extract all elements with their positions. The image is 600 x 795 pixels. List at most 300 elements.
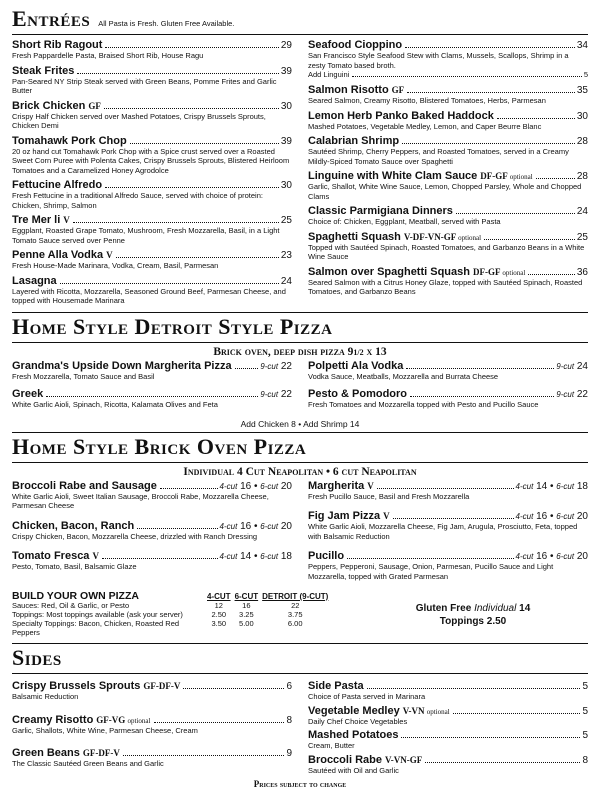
brick-header — [12, 434, 588, 460]
menu-item-tags — [404, 232, 481, 242]
byo-row-value: 3.50 — [211, 619, 227, 628]
cut6-price: 20 — [576, 511, 588, 522]
menu-item-price: 28 — [576, 136, 588, 147]
byo-row-value: 3.75 — [287, 610, 303, 619]
leader-dots — [536, 178, 575, 179]
pizza-item-price — [260, 389, 292, 400]
menu-item-name: Salmon Risotto — [308, 84, 389, 96]
byo-header-4cut: 4-CUT — [207, 592, 231, 601]
leader-dots — [425, 762, 580, 763]
entrees-note: All Pasta is Fresh. Gluten Free Available. — [98, 19, 235, 28]
cut4-label: 4-cut — [515, 481, 534, 491]
menu-item-line — [12, 249, 292, 261]
cut6-label: 6-cut — [260, 552, 279, 561]
menu-item-tag-codes: V — [63, 215, 70, 225]
menu-item-line — [308, 110, 588, 122]
menu-item — [12, 100, 292, 131]
menu-item-addon-price: 5 — [583, 70, 588, 79]
menu-item-line — [12, 65, 292, 77]
cut4-price: 16 — [240, 480, 252, 492]
pizza-item-line — [308, 480, 588, 492]
menu-item — [308, 135, 588, 166]
pizza-item — [12, 550, 292, 572]
menu-item — [12, 249, 292, 271]
brick-top-rule — [12, 432, 588, 433]
leader-dots — [160, 488, 218, 489]
pizza-item-description: White Garlic Aioli, Spinach, Ricotta, Kalamata Olives and Feta — [12, 400, 218, 409]
menu-item-name: Lasagna — [12, 274, 57, 287]
pizza-price-value: 24 — [576, 360, 588, 372]
cut4-label: 4-cut — [219, 481, 238, 491]
detroit-columns — [12, 360, 588, 417]
menu-item-description: Daily Chef Choice Vegetables — [308, 716, 408, 726]
gluten-free-line1 — [358, 602, 588, 615]
menu-item-tag-codes: V-VN — [402, 705, 425, 716]
pizza-item-description: White Garlic Aioli, Sweet Italian Sausage, Broccoli Rabe, Mozzarella Cheese, Parmesan Cheese — [12, 491, 269, 510]
byo-row-value: 5.00 — [239, 619, 254, 628]
menu-item-line — [12, 100, 292, 112]
menu-item-name: Fettucine Alfredo — [12, 179, 103, 191]
menu-item-line — [308, 266, 588, 278]
menu-item-price: 25 — [576, 231, 588, 243]
byo-row-value: 22 — [291, 601, 300, 610]
menu-item-line — [12, 714, 292, 726]
menu-item — [12, 39, 292, 61]
menu-item-tags — [63, 215, 70, 225]
pizza-item — [308, 480, 588, 502]
entrees-right-column — [308, 39, 588, 310]
menu-item-name: Tre Mer li — [12, 214, 61, 226]
menu-item-line — [308, 84, 588, 96]
menu-item-tag-codes: V-VN-GF — [384, 754, 423, 765]
menu-item — [308, 110, 588, 132]
menu-item — [12, 747, 292, 769]
pizza-item-price — [556, 389, 588, 400]
byo-title: BUILD YOUR OWN PIZZA — [12, 590, 139, 602]
menu-item-tags — [473, 267, 525, 277]
leader-dots — [347, 558, 513, 559]
footer-note: Prices subject to change — [253, 779, 347, 789]
menu-item-tags — [403, 706, 450, 716]
menu-item-price: 5 — [582, 705, 588, 717]
menu-item — [308, 705, 588, 727]
leader-dots — [402, 143, 575, 144]
pizza-item-name: Chicken, Bacon, Ranch — [12, 519, 135, 532]
leader-dots — [407, 92, 575, 93]
menu-item — [308, 266, 588, 297]
pizza-item-line — [12, 480, 292, 492]
menu-item — [308, 205, 588, 227]
menu-item-description — [308, 51, 588, 70]
pizza-item-name: Pucillo — [308, 550, 345, 562]
menu-item-description: Fresh House-Made Marinara, Vodka, Cream, Basil, Parmesan — [12, 261, 219, 270]
pizza-item-description: Fresh Tomatoes and Mozzarella topped with Pesto and Pucillo Sauce — [308, 400, 539, 409]
menu-item-price: 25 — [280, 215, 292, 226]
detroit-size-half: 1/2 — [353, 347, 364, 357]
pizza-item-description: Vodka Sauce, Meatballs, Mozzarella and Burrata Cheese — [308, 371, 499, 381]
byo-table — [12, 592, 332, 637]
byo-row-label: Specialty Toppings: Bacon, Chicken, Roasted Red Peppers — [12, 619, 180, 637]
leader-dots — [105, 47, 278, 48]
menu-item-line — [12, 39, 292, 51]
menu-item-price: 9 — [286, 748, 292, 759]
menu-item-description: Pan-Seared NY Strip Steak served with Green Beans, Pomme Frites and Garlic Butter — [12, 76, 277, 95]
menu-item-description: Sautéed with Oil and Garlic — [308, 765, 399, 775]
pizza-item — [12, 388, 292, 410]
sides-right-column — [308, 680, 588, 781]
pizza-item-description: Fresh Mozzarella, Tomato Sauce and Basil — [12, 371, 155, 381]
menu-item-price: 39 — [280, 65, 292, 77]
entrees-header — [12, 6, 588, 32]
leader-dots — [60, 283, 279, 284]
menu-item-price: 30 — [576, 110, 588, 122]
menu-item-line — [12, 680, 292, 692]
pizza-item-name: Polpetti Ala Vodka — [308, 359, 404, 372]
pizza-item-prices: 4-cut 16 • 6-cut 20 — [219, 480, 292, 492]
leader-dots — [116, 257, 279, 258]
menu-item-line — [12, 214, 292, 226]
entrees-title: Entrées — [12, 6, 91, 31]
sides-columns — [12, 680, 588, 781]
menu-item-line — [308, 39, 588, 51]
pizza-item — [308, 360, 588, 382]
menu-item-price: 6 — [286, 681, 292, 692]
sides-top-rule — [12, 643, 588, 644]
menu-item-description: Cream, Butter — [308, 741, 355, 750]
byo-row-value: 2.50 — [211, 610, 227, 619]
pizza-item-name: Broccoli Rabe and Sausage — [12, 479, 157, 492]
menu-item-name: Calabrian Shrimp — [308, 135, 400, 147]
pizza-price-value: 22 — [280, 360, 292, 372]
pizza-price-value: 22 — [576, 389, 588, 400]
pizza-item — [308, 388, 588, 410]
cut6-price: 20 — [280, 520, 292, 532]
pizza-item-line — [308, 550, 588, 562]
byo-row-value: 6.00 — [287, 619, 303, 628]
pizza-item-name: Fig Jam Pizza — [308, 510, 381, 522]
byo-row-value: 3.25 — [239, 610, 254, 619]
menu-item-name: Crispy Brussels Sprouts — [12, 680, 141, 692]
menu-item-line — [308, 705, 588, 717]
menu-item-tag-optional: optional — [458, 233, 482, 242]
pizza-item-description: White Garlic Aioli, Mozzarella Cheese, Fig Jam, Arugula, Prosciutto, Feta, topped with Balsamic Reduction — [308, 522, 578, 541]
cut6-label: 6-cut — [260, 521, 279, 531]
pizza-item-description: Fresh Pucillo Sauce, Basil and Fresh Mozzarella — [308, 491, 470, 501]
pizza-price-value: 22 — [280, 389, 292, 400]
menu-item-price: 23 — [280, 250, 292, 261]
menu-item-tags — [106, 250, 113, 260]
menu-item-tag-codes: V-DF-VN-GF — [403, 231, 456, 242]
cut4-price: 16 — [240, 520, 252, 532]
cut6-price: 20 — [576, 551, 588, 562]
pizza-item-tags: V — [92, 551, 99, 561]
menu-item-line — [308, 205, 588, 217]
cut6-price: 20 — [280, 480, 292, 492]
byo-row — [12, 592, 588, 637]
pizza-item-line — [12, 520, 292, 532]
leader-dots — [102, 558, 218, 559]
menu-item-line — [308, 729, 588, 741]
pizza-item-price — [260, 361, 292, 372]
leader-dots — [377, 488, 514, 489]
menu-item-description: Sautéed Shrimp, Cherry Peppers, and Roasted Tomatoes, served in a Creamy Mildly-Spiced Tomato Sauce over Spaghetti — [308, 147, 569, 166]
sides-rule — [12, 673, 588, 674]
pizza-item-name: Grandma's Upside Down Margherita Pizza — [12, 359, 232, 372]
menu-item-line — [12, 747, 292, 759]
detroit-subtitle-text: Brick oven, deep dish pizza — [213, 345, 345, 358]
leader-dots — [484, 239, 575, 240]
menu-item-tag-codes: GF — [88, 100, 101, 111]
leader-dots — [410, 396, 554, 397]
leader-dots — [123, 755, 285, 756]
menu-item-name: Mashed Potatoes — [308, 729, 399, 741]
gluten-free-block — [358, 592, 588, 637]
byo-row-label: Toppings: Most toppings available (ask your server) — [12, 610, 183, 619]
menu-item-price: 24 — [576, 206, 588, 217]
menu-item-description: Choice of: Chicken, Eggplant, Meatball, served with Pasta — [308, 217, 501, 226]
menu-item-price: 30 — [280, 180, 292, 191]
leader-dots — [453, 713, 581, 714]
menu-item — [308, 39, 588, 80]
menu-item-tags — [83, 748, 120, 758]
pizza-item-tags: V — [367, 480, 374, 491]
menu-item-tag-codes: V — [106, 250, 113, 260]
pizza-item-prices: 4-cut 16 • 6-cut 20 — [515, 551, 588, 562]
menu-item-description: Fresh Pappardelle Pasta, Braised Short Rib, House Ragu — [12, 51, 204, 60]
menu-item-price: 28 — [576, 171, 588, 182]
leader-dots — [367, 688, 581, 689]
leader-dots — [46, 396, 258, 397]
menu-item — [308, 231, 588, 262]
menu-item — [12, 214, 292, 245]
pizza-item — [12, 360, 292, 382]
leader-dots — [73, 222, 279, 223]
menu-item-price: 8 — [286, 714, 292, 726]
leader-dots — [456, 213, 575, 214]
entrees-left-column — [12, 39, 292, 310]
menu-item-price: 5 — [582, 681, 588, 692]
cut4-price: 16 — [536, 551, 548, 562]
pizza-item — [12, 480, 292, 511]
detroit-header — [12, 314, 588, 340]
brick-left-column — [12, 480, 292, 591]
menu-item-price: 29 — [280, 40, 292, 51]
menu-item — [308, 170, 588, 201]
menu-item — [12, 179, 292, 210]
menu-item — [12, 135, 292, 176]
menu-item — [12, 65, 292, 96]
pizza-item — [308, 550, 588, 581]
sides-title: Sides — [12, 645, 62, 670]
cut4-label: 4-cut — [515, 552, 534, 561]
menu-item-description: Fresh Fettucine in a traditional Alfredo Sauce, served with choice of protein: Chicken, Shrimp, Salmon — [12, 191, 263, 210]
menu-item-tag-codes: DF-GF — [480, 171, 508, 181]
pizza-item-prices: 4-cut 14 • 6-cut 18 — [219, 551, 292, 562]
pizza-cut-label: 9-cut — [556, 361, 575, 371]
menu-item-description: Seared Salmon, Creamy Risotto, Blistered Tomatoes, Herbs, Parmesan — [308, 96, 546, 105]
byo-title-cell — [12, 592, 207, 601]
menu-item-price: 36 — [576, 266, 588, 278]
menu-item — [308, 84, 588, 106]
leader-dots — [352, 76, 582, 77]
menu-item — [12, 680, 292, 702]
menu-item-description: Seared Salmon with a Citrus Honey Glaze, topped with Sautéed Spinach, Roasted Tomatoes, and Garbanzo Beans — [308, 277, 583, 296]
cut4-price: 14 — [536, 480, 548, 492]
cut4-price: 14 — [240, 551, 252, 562]
menu-item-description: Crispy Half Chicken served over Mashed Potatoes, Crispy Brussels Sprouts, Chicken Demi — [12, 111, 266, 130]
menu-item-tag-optional: optional — [502, 268, 526, 277]
menu-item-tag-codes: GF-DF-V — [143, 681, 181, 691]
byo-block — [12, 592, 352, 637]
menu-item-name: Broccoli Rabe — [308, 753, 382, 766]
detroit-top-rule — [12, 312, 588, 313]
menu-item-tag-codes: GF-DF-V — [82, 748, 120, 758]
menu-item-name: Brick Chicken — [12, 99, 86, 112]
menu-item-price: 30 — [280, 100, 292, 112]
cut6-label: 6-cut — [556, 552, 575, 561]
leader-dots — [137, 528, 217, 529]
menu-item-line — [308, 170, 588, 182]
menu-item-name: Creamy Risotto — [12, 713, 94, 726]
pizza-item-price — [556, 361, 588, 372]
leader-dots — [235, 368, 259, 369]
byo-rows — [12, 601, 332, 637]
menu-item-name: Seafood Cioppino — [308, 39, 403, 51]
menu-item-description: Garlic, Shallot, White Wine Sauce, Lemon, Chopped Parsley, Whole and Chopped Clams — [308, 182, 582, 201]
gf-price: 14 — [519, 603, 531, 614]
menu-item-tags — [88, 101, 101, 111]
detroit-title: Home Style Detroit Style Pizza — [12, 313, 333, 339]
menu-item-name: Penne Alla Vodka — [12, 249, 104, 261]
pizza-item — [12, 520, 292, 542]
menu-item-tags — [96, 715, 150, 725]
cut6-price: 18 — [280, 551, 292, 562]
leader-dots — [393, 518, 514, 519]
pizza-item-name: Greek — [12, 388, 44, 400]
menu-item-price: 8 — [582, 754, 588, 766]
pizza-item-prices: 4-cut 16 • 6-cut 20 — [515, 511, 588, 522]
menu-item-line — [308, 135, 588, 147]
entrees-rule — [12, 34, 588, 35]
pizza-item-tags: V — [383, 511, 390, 521]
brick-title: Home Style Brick Oven Pizza — [12, 433, 307, 459]
byo-row-value: 12 — [214, 601, 223, 610]
menu-item — [308, 729, 588, 751]
pizza-item-prices: 4-cut 14 • 6-cut 18 — [515, 480, 588, 492]
detroit-left-column — [12, 360, 292, 417]
menu-item-description: Layered with Ricotta, Mozzarella, Seasoned Ground Beef, Parmesan Cheese, and topped with Housemade Marinara — [12, 286, 286, 305]
menu-item-price: 5 — [582, 730, 588, 741]
cut6-label: 6-cut — [556, 481, 575, 491]
cut4-price: 16 — [536, 511, 548, 522]
cut4-label: 4-cut — [219, 521, 238, 531]
leader-dots — [183, 688, 284, 689]
detroit-size-a: 9 — [347, 345, 354, 358]
menu-item-name: Tomahawk Pork Chop — [12, 134, 127, 147]
menu-item-tag-optional: optional — [426, 707, 450, 716]
menu-item-description: 20 oz hand cut Tomahawk Pork Chop with a Spice crust served over a Roasted Sweet Corn Puree with Polenta Cakes, Crispy Brussels Sprouts, Blistered Heirloom Tomatoes and a Caramelized Honey Agrodolce — [12, 146, 290, 175]
pizza-item-line — [12, 550, 292, 562]
brick-right-column — [308, 480, 588, 591]
menu-item-line — [12, 179, 292, 191]
pizza-item-line — [308, 388, 588, 400]
pizza-cut-label: 9-cut — [260, 361, 279, 371]
pizza-item — [308, 510, 588, 541]
detroit-addons: Add Chicken 8 • Add Shrimp 14 — [240, 418, 360, 429]
cut6-label: 6-cut — [260, 481, 279, 491]
leader-dots — [154, 722, 285, 723]
menu-item-price: 34 — [576, 40, 588, 51]
leader-dots — [104, 108, 279, 109]
leader-dots — [130, 143, 279, 144]
detroit-right-column — [308, 360, 588, 417]
brick-subtitle: Individual 4 Cut Neapolitan • 6 cut Neapolitan — [183, 465, 417, 478]
menu-item-name: Side Pasta — [308, 680, 364, 692]
pizza-item-line — [308, 360, 588, 372]
menu-item-tags — [480, 171, 532, 181]
menu-item-name: Classic Parmigiana Dinners — [308, 205, 453, 217]
pizza-cut-label: 9-cut — [260, 390, 279, 399]
menu-item-name: Short Rib Ragout — [12, 39, 103, 51]
menu-item-name: Salmon over Spaghetti Squash — [308, 265, 470, 278]
leader-dots — [105, 187, 279, 188]
pizza-item-line — [308, 510, 588, 522]
pizza-item-name: Tomato Fresca — [12, 550, 90, 562]
menu-item-line — [308, 754, 588, 766]
menu-item-tags — [143, 681, 180, 691]
leader-dots — [401, 737, 580, 738]
menu-item-description: Garlic, Shallots, White Wine, Parmesan Cheese, Cream — [12, 725, 198, 735]
pizza-item-name: Margherita — [308, 479, 365, 492]
pizza-item-description: Peppers, Pepperoni, Sausage, Onion, Parmesan, Pucillo Sauce and Light Mozzarella, topped with Grated Parmesan — [308, 562, 554, 581]
pizza-item-name: Pesto & Pomodoro — [308, 388, 408, 400]
pizza-item-line — [12, 360, 292, 372]
menu-item-tag-codes: GF — [391, 85, 405, 95]
sides-left-column — [12, 680, 292, 781]
menu-item-name: Green Beans — [12, 747, 80, 759]
entrees-columns — [12, 39, 588, 310]
gf-individual: Individual — [474, 603, 517, 614]
pizza-item-description: Crispy Chicken, Bacon, Mozzarella Cheese, drizzled with Ranch Dressing — [12, 531, 258, 541]
menu-item — [12, 714, 292, 736]
menu-item-description: The Classic Sautéed Green Beans and Garlic — [12, 759, 164, 768]
pizza-cut-label: 9-cut — [556, 390, 575, 399]
menu-item-description: Balsamic Reduction — [12, 692, 79, 701]
byo-row — [12, 610, 332, 619]
menu-item-name: Lemon Herb Panko Baked Haddock — [308, 109, 494, 122]
menu-item — [308, 754, 588, 776]
sides-header — [12, 645, 588, 671]
cut6-price: 18 — [576, 480, 588, 492]
menu-item-addon-line — [308, 70, 588, 80]
pizza-item-line — [12, 388, 292, 400]
menu-item-name: Spaghetti Squash — [308, 230, 401, 243]
leader-dots — [77, 73, 279, 74]
menu-item-line — [308, 231, 588, 243]
menu-item-tags — [385, 755, 422, 765]
cut4-label: 4-cut — [515, 512, 534, 521]
menu-item-tags — [392, 85, 405, 95]
menu-item-description: Choice of Pasta served in Marinara — [308, 692, 426, 701]
menu-item-description-text: San Francisco Style Seafood Stew with Clams, Mussels, Scallops, Shrimp in a zesty Tomato based broth. — [308, 51, 569, 70]
leader-dots — [497, 118, 575, 119]
byo-header-detroit: DETROIT (9-CUT) — [262, 592, 329, 601]
menu-item-price: 35 — [576, 85, 588, 96]
byo-row-value: 16 — [242, 601, 251, 610]
gluten-free-line2: Toppings 2.50 — [439, 616, 507, 627]
menu-item-tag-optional: optional — [509, 173, 533, 181]
menu-item — [12, 275, 292, 306]
